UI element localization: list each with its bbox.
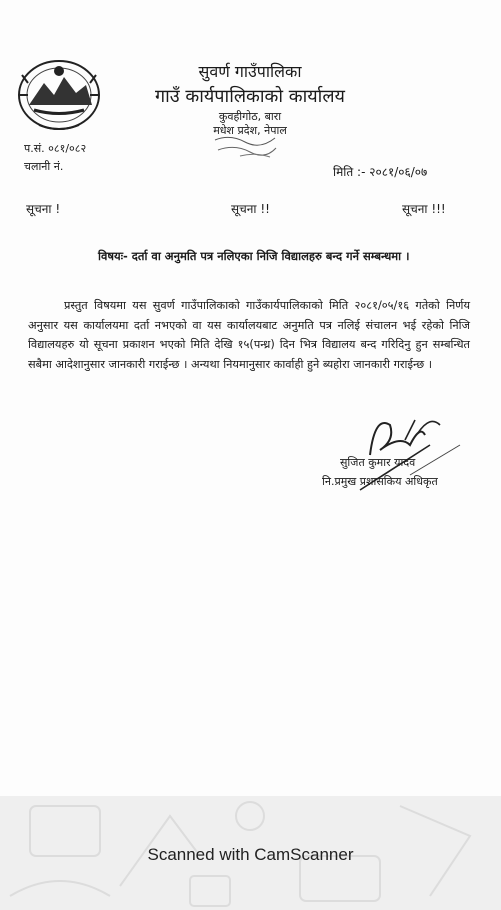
signatory-title: नि.प्रमुख प्रशासकिय अधिकृत <box>322 475 438 488</box>
body-paragraph <box>28 296 470 374</box>
office-name: गाउँ कार्यपालिकाको कार्यालय <box>155 86 345 107</box>
notice-label-2: सूचना !! <box>231 202 270 216</box>
notice-label-1: सूचना ! <box>26 202 61 216</box>
document-date: मिति :- २०८१/०६/०७ <box>333 165 428 179</box>
address-line-2: मधेश प्रदेश, नेपाल <box>213 124 287 137</box>
reference-block <box>24 140 86 176</box>
notice-label-3: सूचना !!! <box>402 202 446 216</box>
body-text: प्रस्तुत विषयमा यस सुवर्ण गाउँपालिकाको गाउँकार्यपालिकाको मिति २०८१/०५/१६ गतेको निर्णय अनुसार यस कार्यालयमा दर्ता नभएको वा यस कार्यालयबाट अनुमति पत्र नलिई संचालन भई रहेको निजि विद्यालयहरु यो सूचना प्रकाशन भएको मिति देखि १५(पन्ध्र) दिन भित्र विद्यालय बन्द गरिदिनु हुन सम्बन्धित सबैमा आदेशानुसार जानकारी गराईन्छ । अन्यथा नियमानुसार कार्वाही हुने ब्यहोरा जानकारी गराईन्छ । <box>28 299 470 371</box>
municipality-name: सुवर्ण गाउँपालिका <box>198 62 302 81</box>
municipality-emblem-icon <box>14 55 104 133</box>
address-line-1: कुवहीगोठ, बारा <box>218 110 282 123</box>
subject-line: विषयः- दर्ता वा अनुमति पत्र नलिएका निजि विद्यालहरु बन्द गर्ने सम्बन्धमा । <box>98 249 410 263</box>
dispatch-number: चलानी नं. <box>24 160 64 173</box>
reference-number: प.सं. ०८१/०८२ <box>24 142 87 155</box>
signatory-name: सुजित कुमार यादव <box>340 456 416 469</box>
footer-caption: Scanned with CamScanner <box>147 845 354 864</box>
office-stamp-icon <box>210 130 280 160</box>
